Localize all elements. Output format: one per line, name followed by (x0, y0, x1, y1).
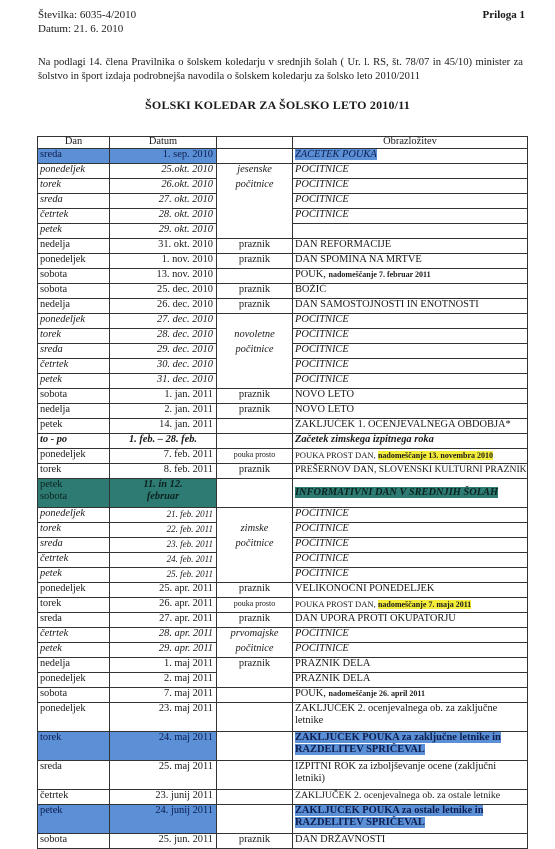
cell-date: 31. dec. 2010 (110, 374, 217, 389)
cell-date: 25. feb. 2011 (110, 568, 217, 583)
cell-day: to - po (38, 434, 110, 449)
table-row (38, 389, 528, 404)
cell-date: 25. apr. 2011 (110, 583, 217, 598)
cell-day: nedelja (38, 239, 110, 254)
column-header-note: Obrazložitev (293, 137, 528, 149)
cell-type: počitnice (217, 538, 293, 553)
note-substitution: nadomeščanje 26. april 2011 (328, 689, 425, 698)
table-row (38, 732, 528, 761)
cell-date: 14. jan. 2011 (110, 419, 217, 434)
cell-date: 27. dec. 2010 (110, 314, 217, 329)
table-row (38, 329, 528, 344)
cell-note: POČITNICE (293, 553, 528, 568)
appendix-label: Priloga 1 (482, 9, 525, 21)
cell-day: nedelja (38, 299, 110, 314)
cell-type (217, 790, 293, 805)
cell-date: 25.okt. 2010 (110, 164, 217, 179)
cell-day: nedelja (38, 404, 110, 419)
cell-note: DAN REFORMACIJE (293, 239, 528, 254)
cell-note: POČITNICE (293, 628, 528, 643)
cell-note: POČITNICE (293, 359, 528, 374)
cell-type (217, 224, 293, 239)
cell-day: petek (38, 374, 110, 389)
cell-day: nedelja (38, 658, 110, 673)
cell-note (293, 224, 528, 239)
table-row (38, 583, 528, 598)
cell-note: POČITNICE (293, 179, 528, 194)
cell-note: VELIKONOČNI PONEDELJEK (293, 583, 528, 598)
cell-day: sobota (38, 269, 110, 284)
table-row (38, 673, 528, 688)
cell-date: 28. okt. 2010 (110, 209, 217, 224)
cell-type (217, 688, 293, 703)
cell-day: sobota (38, 389, 110, 404)
cell-day: četrtek (38, 553, 110, 568)
cell-day: sobota (38, 834, 110, 849)
cell-date: 26. apr. 2011 (110, 598, 217, 613)
cell-day (38, 479, 110, 508)
cell-date: 24. maj 2011 (110, 732, 217, 761)
cell-date: 23. feb. 2011 (110, 538, 217, 553)
cell-type (217, 673, 293, 688)
document-number: Številka: 6035-4/2010 (38, 9, 137, 21)
cell-note: Začetek zimskega izpitnega roka (293, 434, 528, 449)
table-row (38, 598, 528, 613)
table-row (38, 404, 528, 419)
intro-paragraph: Na podlagi 14. člena Pravilnika o šolskem koledarju v srednjih šolah ( Ur. l. RS, št. 78/07 in 45/10) minister za šolstvo in šport izdaja podrobnejša navodila o šolskem koledarju za šolsko leto 2010/2011 (38, 57, 523, 82)
cell-date: 7. maj 2011 (110, 688, 217, 703)
table-row (38, 359, 528, 374)
cell-day: ponedeljek (38, 314, 110, 329)
cell-date: 2. jan. 2011 (110, 404, 217, 419)
cell-type: počitnice (217, 643, 293, 658)
note-highlight: INFORMATIVNI DAN V SREDNJIH ŠOLAH (295, 487, 499, 498)
cell-date: 27. apr. 2011 (110, 613, 217, 628)
table-row (38, 419, 528, 434)
cell-date: 1. feb. – 28. feb. (110, 434, 217, 449)
cell-date: 28. apr. 2011 (110, 628, 217, 643)
cell-type (217, 314, 293, 329)
cell-type (217, 434, 293, 449)
cell-note: DAN UPORA PROTI OKUPATORJU (293, 613, 528, 628)
cell-date: 21. feb. 2011 (110, 508, 217, 523)
table-row (38, 179, 528, 194)
table-row (38, 658, 528, 673)
cell-day: ponedeljek (38, 449, 110, 464)
cell-date: 1. jan. 2011 (110, 389, 217, 404)
table-row (38, 299, 528, 314)
cell-type: praznik (217, 464, 293, 479)
cell-note (293, 449, 528, 464)
cell-note: IZPITNI ROK za izboljševanje ocene (zaključni letniki) (293, 761, 528, 790)
cell-note (293, 269, 528, 284)
cell-date: 23. junij 2011 (110, 790, 217, 805)
cell-type (217, 419, 293, 434)
cell-day: ponedeljek (38, 673, 110, 688)
cell-type (217, 479, 293, 508)
cell-note: NOVO LETO (293, 389, 528, 404)
table-row (38, 834, 528, 849)
cell-date: 29. okt. 2010 (110, 224, 217, 239)
cell-type: jesenske (217, 164, 293, 179)
cell-day: četrtek (38, 790, 110, 805)
cell-note: POČITNICE (293, 314, 528, 329)
cell-day: četrtek (38, 359, 110, 374)
cell-note: POČITNICE (293, 164, 528, 179)
cell-day: torek (38, 329, 110, 344)
note-text: POUKA PROST DAN, (295, 450, 378, 460)
note-text: POUK, (295, 688, 329, 699)
cell-day: petek (38, 224, 110, 239)
cell-note: DAN DRŽAVNOSTI (293, 834, 528, 849)
cell-date: 22. feb. 2011 (110, 523, 217, 538)
cell-date: 25. maj 2011 (110, 761, 217, 790)
table-row (38, 643, 528, 658)
cell-date: 1. sep. 2010 (110, 149, 217, 164)
column-header-type (217, 137, 293, 149)
cell-note (293, 149, 528, 164)
cell-day: torek (38, 523, 110, 538)
cell-note: PRAZNIK DELA (293, 673, 528, 688)
note-substitution: nadomeščanje 7. februar 2011 (328, 270, 431, 279)
cell-date: 29. dec. 2010 (110, 344, 217, 359)
cell-type: pouka prosto (217, 598, 293, 613)
table-row (38, 703, 528, 732)
cell-type: praznik (217, 254, 293, 269)
cell-type: praznik (217, 834, 293, 849)
cell-day: ponedeljek (38, 508, 110, 523)
cell-note: POČITNICE (293, 329, 528, 344)
cell-date: 31. okt. 2010 (110, 239, 217, 254)
cell-type: počitnice (217, 344, 293, 359)
cell-type: zimske (217, 523, 293, 538)
cell-note: POČITNICE (293, 194, 528, 209)
table-row (38, 508, 528, 523)
cell-date: 30. dec. 2010 (110, 359, 217, 374)
cell-type (217, 568, 293, 583)
cell-date: 25. dec. 2010 (110, 284, 217, 299)
cell-day: četrtek (38, 209, 110, 224)
table-row (38, 479, 528, 508)
cell-note (293, 688, 528, 703)
cell-type: praznik (217, 284, 293, 299)
cell-note: ZAKLJUČEK 2. ocenjevalnega ob. za zaključne letnike (293, 703, 528, 732)
cell-note (293, 732, 528, 761)
cell-day: sobota (38, 284, 110, 299)
cell-date: 24. feb. 2011 (110, 553, 217, 568)
table-row (38, 164, 528, 179)
cell-note: POČITNICE (293, 643, 528, 658)
cell-note: POČITNICE (293, 344, 528, 359)
cell-date: 29. apr. 2011 (110, 643, 217, 658)
cell-day: ponedeljek (38, 583, 110, 598)
cell-type (217, 269, 293, 284)
document-header (38, 8, 136, 36)
column-header-date: Datum (110, 137, 217, 149)
table-row (38, 434, 528, 449)
table-row (38, 314, 528, 329)
cell-type (217, 374, 293, 389)
cell-note: POČITNICE (293, 374, 528, 389)
table-row (38, 553, 528, 568)
column-header-day: Dan (38, 137, 110, 149)
note-highlight: ZAKLJUČEK POUKA za zaključne letnike in RAZDELITEV SPRIČEVAL (295, 732, 501, 755)
cell-type: praznik (217, 583, 293, 598)
cell-note: POČITNICE (293, 523, 528, 538)
table-row (38, 284, 528, 299)
table-row (38, 374, 528, 389)
day-line-2: sobota (40, 491, 68, 502)
cell-note (293, 479, 528, 508)
table-row (38, 464, 528, 479)
cell-day: ponedeljek (38, 703, 110, 732)
document-date: Datum: 21. 6. 2010 (38, 23, 124, 35)
cell-type (217, 209, 293, 224)
cell-type (217, 508, 293, 523)
cell-date: 26.okt. 2010 (110, 179, 217, 194)
cell-day: sreda (38, 538, 110, 553)
cell-day: sreda (38, 761, 110, 790)
cell-note: POČITNICE (293, 568, 528, 583)
table-row (38, 628, 528, 643)
cell-type (217, 703, 293, 732)
table-row (38, 344, 528, 359)
table-row (38, 568, 528, 583)
date-line-2: februar (146, 491, 180, 502)
cell-day: petek (38, 568, 110, 583)
table-row (38, 805, 528, 834)
cell-type (217, 732, 293, 761)
cell-type: novoletne (217, 329, 293, 344)
cell-type: praznik (217, 239, 293, 254)
cell-date: 26. dec. 2010 (110, 299, 217, 314)
cell-type (217, 194, 293, 209)
table-row (38, 688, 528, 703)
cell-day: ponedeljek (38, 254, 110, 269)
table-header-row (38, 137, 528, 149)
cell-day: torek (38, 732, 110, 761)
table-row (38, 761, 528, 790)
cell-day: petek (38, 805, 110, 834)
cell-date: 28. dec. 2010 (110, 329, 217, 344)
cell-type (217, 149, 293, 164)
cell-day: sreda (38, 149, 110, 164)
cell-note: DAN SAMOSTOJNOSTI IN ENOTNOSTI (293, 299, 528, 314)
table-row (38, 194, 528, 209)
cell-note: POČITNICE (293, 508, 528, 523)
cell-type (217, 359, 293, 374)
note-substitution: nadomeščanje 7. maja 2011 (377, 600, 472, 609)
cell-note: PRAZNIK DELA (293, 658, 528, 673)
cell-type: počitnice (217, 179, 293, 194)
cell-type (217, 761, 293, 790)
table-row (38, 209, 528, 224)
cell-note: PREŠERNOV DAN, SLOVENSKI KULTURNI PRAZNIK (293, 464, 528, 479)
day-line-1: petek (40, 479, 63, 490)
cell-day: sreda (38, 194, 110, 209)
cell-date: 24. junij 2011 (110, 805, 217, 834)
note-text: POUKA PROST DAN, (295, 599, 378, 609)
note-highlight: ZAKLJUČEK POUKA za ostale letnike in RAZDELITEV SPRIČEVAL (295, 805, 484, 828)
note-text: POUK, (295, 269, 329, 280)
cell-day: sreda (38, 613, 110, 628)
cell-note (293, 805, 528, 834)
cell-date: 25. jun. 2011 (110, 834, 217, 849)
date-line-1: 11. in 12. (143, 479, 183, 490)
cell-type: praznik (217, 404, 293, 419)
cell-type: prvomajske (217, 628, 293, 643)
page-title: ŠOLSKI KOLEDAR ZA ŠOLSKO LETO 2010/11 (145, 98, 410, 112)
cell-type: praznik (217, 658, 293, 673)
cell-day: petek (38, 419, 110, 434)
cell-note: POČITNICE (293, 209, 528, 224)
cell-day: torek (38, 598, 110, 613)
cell-date: 1. nov. 2010 (110, 254, 217, 269)
cell-date (110, 479, 217, 508)
note-substitution: nadomeščanje 13. novembra 2010 (377, 451, 494, 460)
cell-date: 1. maj 2011 (110, 658, 217, 673)
cell-date: 8. feb. 2011 (110, 464, 217, 479)
cell-day: petek (38, 643, 110, 658)
table-row (38, 538, 528, 553)
cell-type: praznik (217, 299, 293, 314)
table-row (38, 523, 528, 538)
table-row (38, 224, 528, 239)
table-row (38, 613, 528, 628)
calendar-table (37, 136, 528, 849)
cell-day: ponedeljek (38, 164, 110, 179)
table-row (38, 239, 528, 254)
cell-type: praznik (217, 613, 293, 628)
cell-type (217, 805, 293, 834)
table-row (38, 269, 528, 284)
table-row (38, 254, 528, 269)
cell-type (217, 553, 293, 568)
cell-day: četrtek (38, 628, 110, 643)
cell-date: 23. maj 2011 (110, 703, 217, 732)
table-row (38, 449, 528, 464)
cell-type: pouka prosto (217, 449, 293, 464)
cell-date: 7. feb. 2011 (110, 449, 217, 464)
table-row (38, 790, 528, 805)
cell-note: POČITNICE (293, 538, 528, 553)
cell-day: torek (38, 464, 110, 479)
cell-date: 27. okt. 2010 (110, 194, 217, 209)
cell-type: praznik (217, 389, 293, 404)
cell-day: sobota (38, 688, 110, 703)
cell-date: 13. nov. 2010 (110, 269, 217, 284)
cell-day: sreda (38, 344, 110, 359)
cell-note: DAN SPOMINA NA MRTVE (293, 254, 528, 269)
cell-note (293, 598, 528, 613)
note-highlight: ZAČETEK POUKA (295, 149, 377, 160)
table-row (38, 149, 528, 164)
cell-note: ZAKLJUČEK 1. OCENJEVALNEGA OBDOBJA* (293, 419, 528, 434)
cell-date: 2. maj 2011 (110, 673, 217, 688)
cell-day: torek (38, 179, 110, 194)
cell-note: ZAKLJUČEK 2. ocenjevalnega ob. za ostale letnike (293, 790, 528, 805)
cell-note: BOŽIČ (293, 284, 528, 299)
cell-note: NOVO LETO (293, 404, 528, 419)
